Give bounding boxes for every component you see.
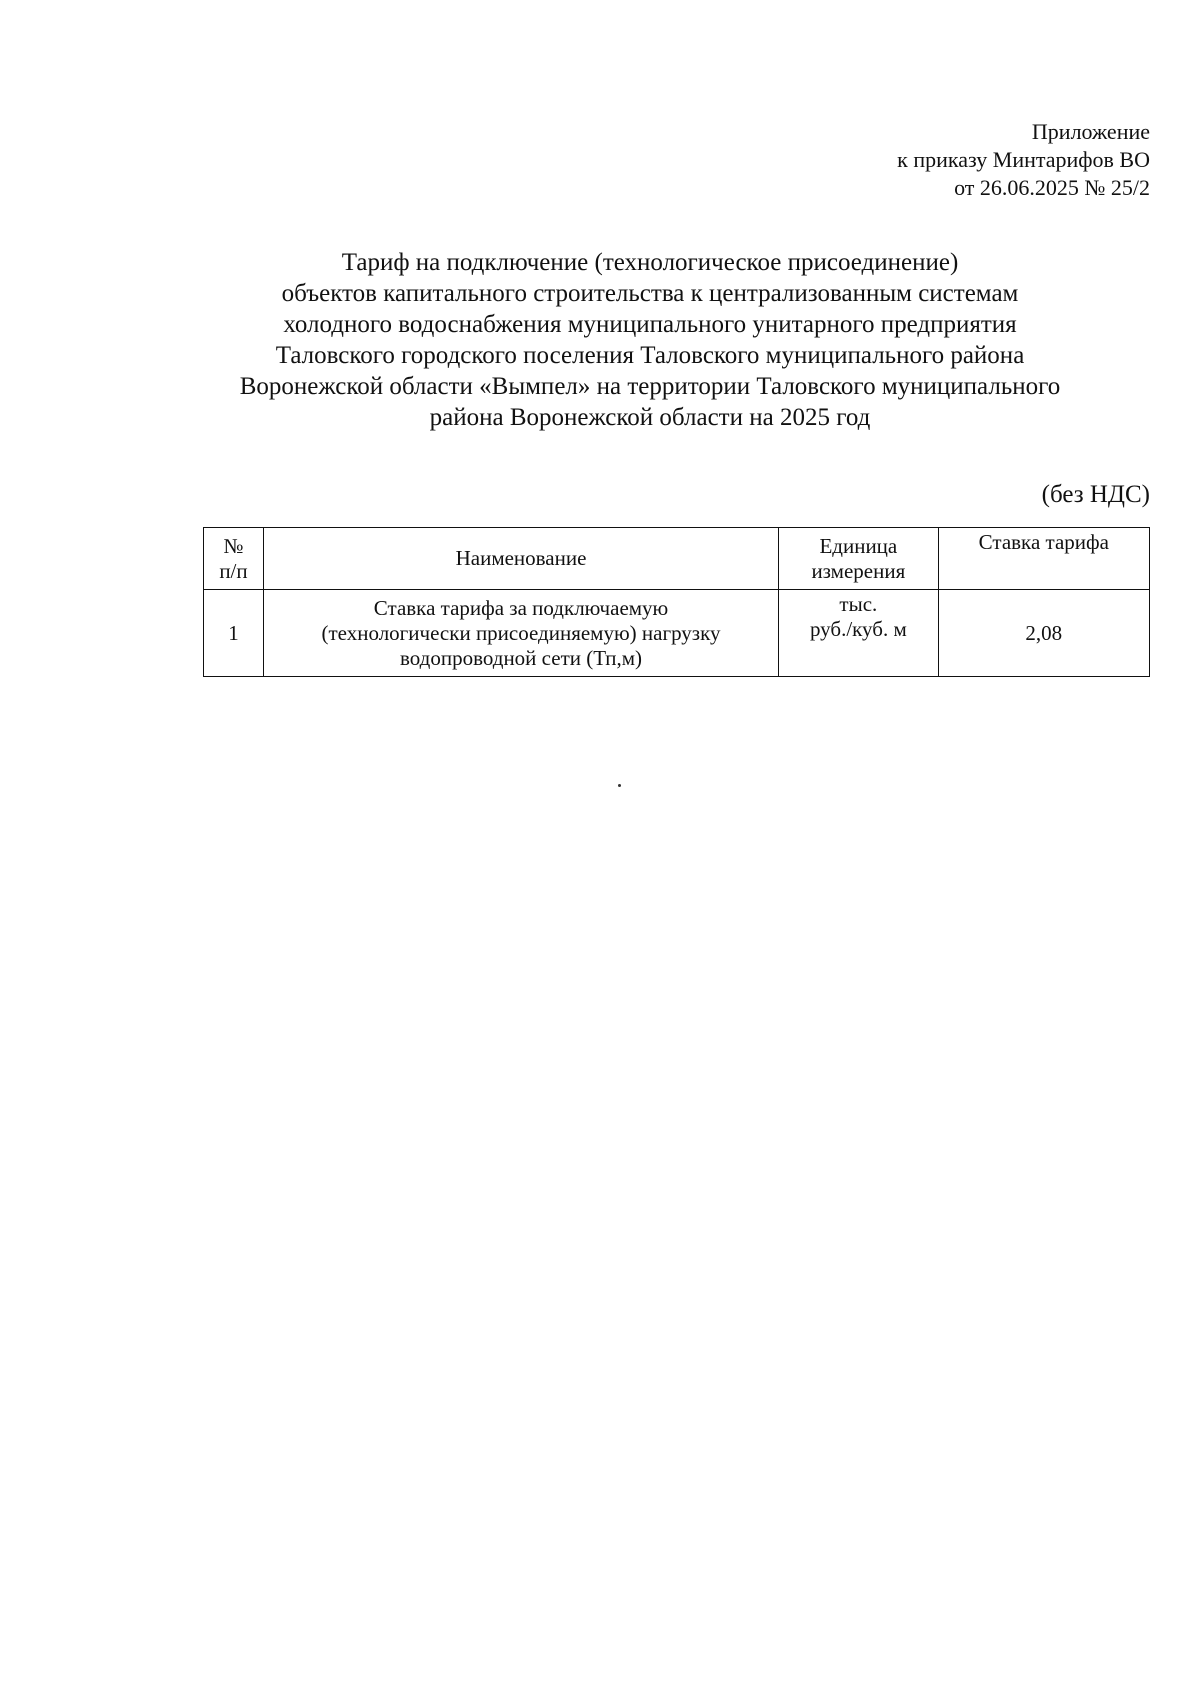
table-header-row: [204, 528, 1150, 590]
appendix-order-date: от 26.06.2025 № 25/2: [954, 175, 1150, 200]
cell-rate: 2,08: [938, 590, 1149, 677]
header-rate: Ставка тарифа: [938, 528, 1149, 590]
vat-note: (без НДС): [1041, 481, 1150, 508]
cell-name: Ставка тарифа за подключаемую (технологически присоединяемую) нагрузку водопроводной сети (Тп,м): [263, 590, 778, 677]
title-line: Воронежской области «Вымпел» на территории Таловского муниципального: [239, 373, 1061, 400]
title-line: холодного водоснабжения муниципального унитарного предприятия: [283, 311, 1017, 338]
document-title: [150, 247, 1150, 433]
title-line: района Воронежской области на 2025 год: [429, 404, 871, 431]
title-line: объектов капитального строительства к централизованным системам: [281, 280, 1019, 307]
appendix-label: Приложение: [1031, 119, 1150, 144]
cell-unit: тыс. руб./куб. м: [779, 590, 939, 677]
header-number: № п/п: [204, 528, 264, 590]
title-line: Таловского городского поселения Таловского муниципального района: [275, 342, 1025, 369]
appendix-reference: [897, 118, 1150, 202]
header-name: Наименование: [263, 528, 778, 590]
cell-number: 1: [204, 590, 264, 677]
title-line: Тариф на подключение (технологическое присоединение): [341, 249, 959, 276]
scan-speck: [618, 784, 621, 787]
tariff-table: [203, 527, 1150, 677]
header-unit: Единица измерения: [779, 528, 939, 590]
table-row: [204, 590, 1150, 677]
appendix-order-ref: к приказу Минтарифов ВО: [897, 147, 1150, 172]
